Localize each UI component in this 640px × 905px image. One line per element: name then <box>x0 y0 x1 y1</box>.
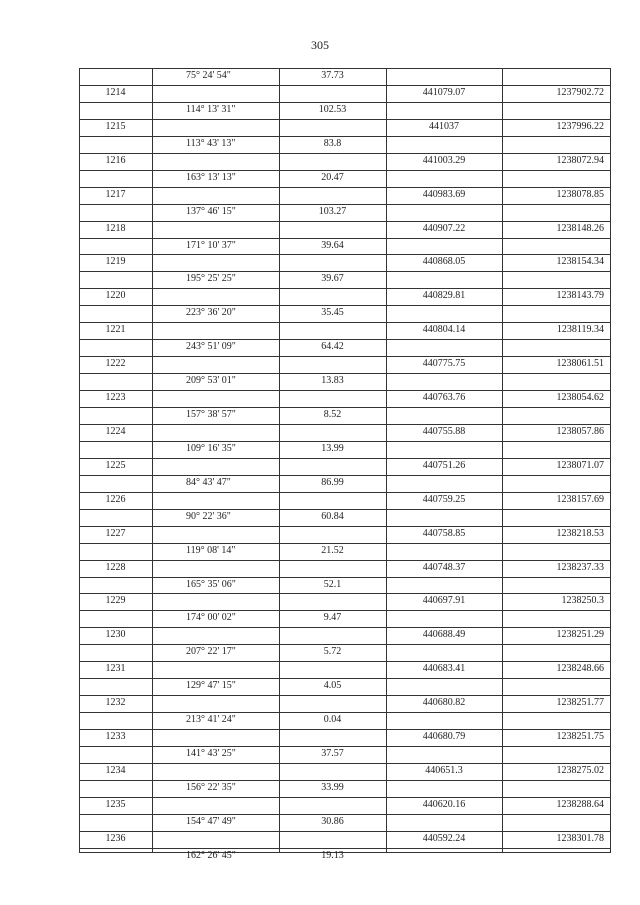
easting-cell: 1237996.22 <box>556 120 604 132</box>
row-divider <box>79 305 610 306</box>
distance-cell: 39.64 <box>321 239 344 251</box>
distance-cell: 37.57 <box>321 748 344 759</box>
easting-cell: 1238057.86 <box>556 425 604 437</box>
northing-cell: 440755.88 <box>422 425 466 437</box>
bearing-cell: 129° 47' 15" <box>186 680 236 692</box>
coordinate-table <box>79 68 610 861</box>
distance-cell: 102.53 <box>318 103 347 115</box>
column-divider <box>610 68 611 853</box>
easting-cell: 1238237.33 <box>556 561 604 573</box>
bearing-cell: 141° 43' 25" <box>186 748 236 759</box>
easting-cell: 1238078.85 <box>556 188 604 200</box>
easting-cell: 1238119.34 <box>556 324 604 336</box>
point-id-cell: 1236 <box>105 832 126 844</box>
point-id-cell: 1230 <box>105 629 126 641</box>
point-id-cell: 1233 <box>105 731 126 743</box>
bearing-cell: 165° 35' 06" <box>186 578 236 590</box>
row-divider <box>79 102 610 103</box>
bearing-cell: 223° 36' 20" <box>186 307 236 319</box>
point-id-cell: 1224 <box>105 425 126 437</box>
point-id-cell: 1227 <box>105 527 126 539</box>
distance-cell: 21.52 <box>321 544 344 556</box>
row-divider <box>79 848 610 849</box>
row-divider <box>79 509 610 510</box>
northing-cell: 440829.81 <box>422 290 466 302</box>
row-divider <box>79 627 610 628</box>
northing-cell: 440620.16 <box>422 798 466 810</box>
row-divider <box>79 763 610 764</box>
row-divider <box>79 407 610 408</box>
point-id-cell: 1219 <box>105 256 126 268</box>
distance-cell: 39.67 <box>321 273 344 285</box>
easting-cell: 1238061.51 <box>556 358 604 370</box>
distance-cell: 8.52 <box>323 409 342 420</box>
northing-cell: 440907.22 <box>422 222 466 234</box>
bearing-cell: 84° 43' 47" <box>186 476 231 488</box>
distance-cell: 86.99 <box>321 476 344 488</box>
point-id-cell: 1216 <box>105 154 126 166</box>
bearing-cell: 207° 22' 17" <box>186 646 236 658</box>
point-id-cell: 1235 <box>105 798 126 810</box>
row-divider <box>79 187 610 188</box>
row-divider <box>79 475 610 476</box>
row-divider <box>79 373 610 374</box>
easting-cell: 1238054.62 <box>556 392 604 404</box>
bearing-cell: 113° 43' 13" <box>186 137 236 149</box>
easting-cell: 1238251.77 <box>556 697 604 709</box>
northing-cell: 440683.41 <box>422 663 466 675</box>
easting-cell: 1238148.26 <box>556 222 604 234</box>
distance-cell: 19.13 <box>321 849 344 861</box>
northing-cell: 440804.14 <box>422 324 466 336</box>
point-id-cell: 1232 <box>105 697 126 709</box>
northing-cell: 441037 <box>429 120 459 132</box>
distance-cell: 35.45 <box>321 307 344 319</box>
point-id-cell: 1231 <box>105 663 126 675</box>
point-id-cell: 1221 <box>105 324 126 336</box>
row-divider <box>79 68 610 69</box>
easting-cell: 1238072.94 <box>556 154 604 166</box>
row-divider <box>79 797 610 798</box>
bearing-cell: 109° 16' 35" <box>186 442 236 454</box>
row-divider <box>79 271 610 272</box>
point-id-cell: 1226 <box>105 493 126 505</box>
row-divider <box>79 712 610 713</box>
easting-cell: 1238288.64 <box>556 798 604 810</box>
easting-cell: 1238251.75 <box>556 731 604 743</box>
row-divider <box>79 678 610 679</box>
row-divider <box>79 136 610 137</box>
easting-cell: 1238157.69 <box>556 493 604 505</box>
easting-cell: 1238143.79 <box>556 290 604 302</box>
distance-cell: 0.04 <box>323 714 342 726</box>
row-divider <box>79 831 610 832</box>
point-id-cell: 1218 <box>105 222 126 234</box>
row-divider <box>79 695 610 696</box>
bearing-cell: 154° 47' 49" <box>186 815 236 827</box>
row-divider <box>79 729 610 730</box>
easting-cell: 1238071.07 <box>556 459 604 471</box>
distance-cell: 33.99 <box>321 781 344 793</box>
row-divider <box>79 119 610 120</box>
row-divider <box>79 577 610 578</box>
distance-cell: 30.86 <box>321 815 344 827</box>
row-divider <box>79 288 610 289</box>
northing-cell: 440748.37 <box>422 561 466 573</box>
bearing-cell: 209° 53' 01" <box>186 375 236 387</box>
bearing-cell: 90° 22' 36" <box>186 510 231 522</box>
row-divider <box>79 85 610 86</box>
row-divider <box>79 254 610 255</box>
point-id-cell: 1225 <box>105 459 126 471</box>
row-divider <box>79 746 610 747</box>
distance-cell: 83.8 <box>323 137 342 149</box>
easting-cell: 1238250.3 <box>561 595 604 607</box>
distance-cell: 52.1 <box>323 578 342 590</box>
row-divider <box>79 593 610 594</box>
point-id-cell: 1228 <box>105 561 126 573</box>
row-divider <box>79 644 610 645</box>
northing-cell: 440651.3 <box>425 764 463 776</box>
easting-cell: 1237902.72 <box>556 86 604 98</box>
bearing-cell: 171° 10' 37" <box>186 239 236 251</box>
row-divider <box>79 458 610 459</box>
row-divider <box>79 441 610 442</box>
row-divider <box>79 661 610 662</box>
row-divider <box>79 560 610 561</box>
northing-cell: 440592.24 <box>422 832 466 844</box>
distance-cell: 4.05 <box>323 680 342 692</box>
northing-cell: 440758.85 <box>422 527 466 539</box>
row-divider <box>79 543 610 544</box>
northing-cell: 440688.49 <box>422 629 466 641</box>
bearing-cell: 213° 41' 24" <box>186 714 236 726</box>
row-divider <box>79 356 610 357</box>
northing-cell: 440983.69 <box>422 188 466 200</box>
row-divider <box>79 390 610 391</box>
easting-cell: 1238248.66 <box>556 663 604 675</box>
point-id-cell: 1222 <box>105 358 126 370</box>
row-divider <box>79 526 610 527</box>
row-divider <box>79 424 610 425</box>
easting-cell: 1238275.02 <box>556 764 604 776</box>
bearing-cell: 75° 24' 54" <box>186 70 231 81</box>
row-divider <box>79 221 610 222</box>
northing-cell: 440751.26 <box>422 459 466 471</box>
row-divider <box>79 204 610 205</box>
easting-cell: 1238301.78 <box>556 832 604 844</box>
page-number: 305 <box>311 38 329 52</box>
point-id-cell: 1215 <box>105 120 126 132</box>
bearing-cell: 156° 22' 35" <box>186 781 236 793</box>
distance-cell: 13.83 <box>321 375 344 387</box>
bearing-cell: 174° 00' 02" <box>186 612 236 624</box>
northing-cell: 440763.76 <box>422 392 466 404</box>
row-divider <box>79 780 610 781</box>
northing-cell: 440680.79 <box>422 731 466 743</box>
northing-cell: 441079.07 <box>422 86 466 98</box>
row-divider <box>79 814 610 815</box>
bearing-cell: 163° 13' 13" <box>186 171 236 183</box>
point-id-cell: 1214 <box>105 86 126 98</box>
distance-cell: 5.72 <box>323 646 342 658</box>
row-divider <box>79 170 610 171</box>
row-divider <box>79 492 610 493</box>
distance-cell: 13.99 <box>321 442 344 454</box>
northing-cell: 440697.91 <box>422 595 466 607</box>
distance-cell: 60.84 <box>321 510 344 522</box>
bearing-cell: 195° 25' 25" <box>186 273 236 285</box>
point-id-cell: 1223 <box>105 392 126 404</box>
row-divider <box>79 322 610 323</box>
northing-cell: 440759.25 <box>422 493 466 505</box>
point-id-cell: 1220 <box>105 290 126 302</box>
distance-cell: 64.42 <box>321 341 344 353</box>
bearing-cell: 162° 26' 45" <box>186 849 236 861</box>
bearing-cell: 119° 08' 14" <box>186 544 236 556</box>
bearing-cell: 243° 51' 09" <box>186 341 236 353</box>
point-id-cell: 1229 <box>105 595 126 607</box>
row-divider <box>79 238 610 239</box>
distance-cell: 20.47 <box>321 171 344 183</box>
easting-cell: 1238154.34 <box>556 256 604 268</box>
point-id-cell: 1234 <box>105 764 126 776</box>
northing-cell: 441003.29 <box>422 154 466 166</box>
distance-cell: 37.73 <box>321 70 344 81</box>
row-divider <box>79 339 610 340</box>
easting-cell: 1238218.53 <box>556 527 604 539</box>
easting-cell: 1238251.29 <box>556 629 604 641</box>
row-divider <box>79 153 610 154</box>
bearing-cell: 137° 46' 15" <box>186 205 236 217</box>
distance-cell: 9.47 <box>323 612 342 624</box>
bearing-cell: 157° 38' 57" <box>186 409 236 420</box>
row-divider <box>79 610 610 611</box>
northing-cell: 440775.75 <box>422 358 466 370</box>
northing-cell: 440680.82 <box>422 697 466 709</box>
bearing-cell: 114° 13' 31" <box>186 103 236 115</box>
point-id-cell: 1217 <box>105 188 126 200</box>
distance-cell: 103.27 <box>318 205 347 217</box>
northing-cell: 440868.05 <box>422 256 466 268</box>
